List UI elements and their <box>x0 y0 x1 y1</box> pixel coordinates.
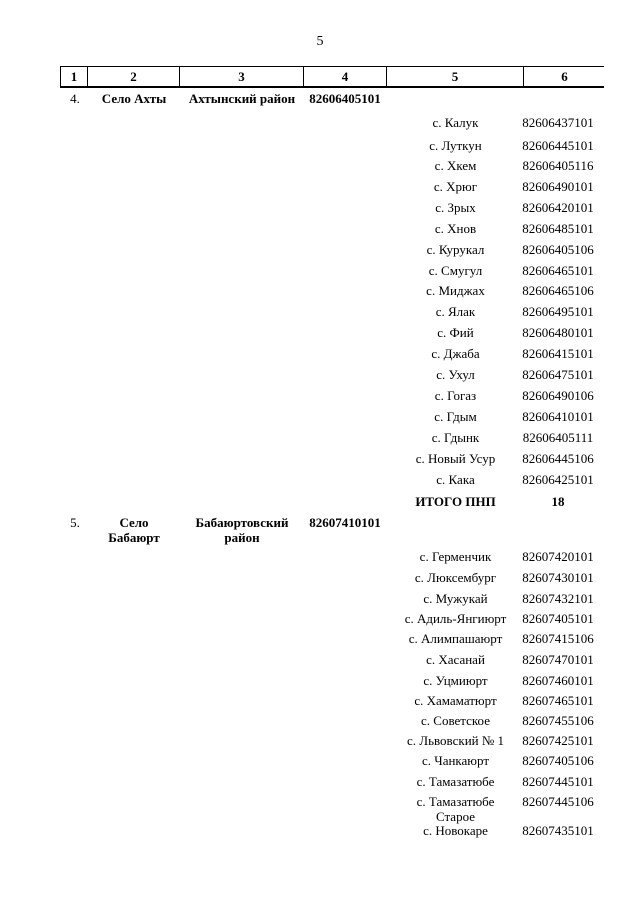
settlement-name <box>387 774 524 789</box>
settlement-code: 82607460101 <box>522 673 594 688</box>
settlement-name <box>387 713 524 728</box>
settlement-code: 82606445106 <box>522 451 594 466</box>
settlement-name-line: с. Люксембург <box>414 570 497 585</box>
district-name <box>180 515 304 545</box>
settlement-name-line: с. Гдым <box>434 409 477 424</box>
settlement-code: 82606490101 <box>522 179 594 194</box>
settlement-name-line: с. Герменчик <box>419 549 492 564</box>
settlement-name <box>387 242 524 257</box>
settlement-name <box>387 733 524 748</box>
entry-number: 4. <box>70 91 80 106</box>
settlement-name <box>387 200 524 215</box>
settlement-name-line: с. Джаба <box>431 346 480 361</box>
settlement-name-line: с. Алимпашаюрт <box>408 631 503 646</box>
settlement-code: 82607435101 <box>522 823 594 838</box>
settlement-code: 82606445101 <box>522 138 594 153</box>
settlement-name-line: с. Адиль-Янгиюрт <box>404 611 507 626</box>
settlement-name-line: с. Гдынк <box>431 430 480 445</box>
settlement-name <box>387 325 524 340</box>
locality-name <box>88 515 180 545</box>
settlement-name <box>387 451 524 466</box>
settlement-name-line: с. Тамазатюбе <box>416 794 495 809</box>
settlement-code: 82607420101 <box>522 549 594 564</box>
settlement-code: 82606485101 <box>522 221 594 236</box>
settlement-name-line: с. Новокаре <box>423 823 488 838</box>
settlement-name <box>387 283 524 298</box>
total-label: ИТОГО ПНП <box>415 494 496 509</box>
settlement-code: 82607455106 <box>522 713 594 728</box>
header-cell-4: 4 <box>304 67 387 86</box>
table-header <box>60 66 604 88</box>
settlement-name-line: с. Мужукай <box>423 591 488 606</box>
settlement-name-line: с. Гогаз <box>434 388 477 403</box>
settlement-name-line: с. Новый Усур <box>415 451 496 466</box>
settlement-name <box>387 823 524 838</box>
settlement-name-line: с. Ухул <box>436 367 475 382</box>
settlement-name-line: с. Ялак <box>435 304 476 319</box>
locality-name-line: Село <box>119 515 149 530</box>
settlement-code: 82606490106 <box>522 388 594 403</box>
oktmo-code: 82606405101 <box>309 91 381 106</box>
settlement-code: 82607470101 <box>522 652 594 667</box>
settlement-code: 82606405116 <box>522 158 594 173</box>
settlement-name <box>387 221 524 236</box>
locality-name: Село Ахты <box>101 91 167 106</box>
settlement-name <box>387 549 524 564</box>
settlement-name-line: с. Хкем <box>434 158 477 173</box>
total-value: 18 <box>551 494 565 509</box>
oktmo-code: 82607410101 <box>309 515 381 530</box>
settlement-name <box>387 179 524 194</box>
settlement-name <box>387 753 524 768</box>
header-cell-6: 6 <box>561 68 568 84</box>
settlement-name <box>387 367 524 382</box>
settlement-code: 82606465106 <box>522 283 594 298</box>
settlement-name <box>387 430 524 445</box>
settlement-name <box>387 304 524 319</box>
settlement-name-line: с. Хнов <box>434 221 477 236</box>
settlement-name <box>387 346 524 361</box>
settlement-code: 82607432101 <box>522 591 594 606</box>
settlement-code: 82606410101 <box>522 409 594 424</box>
settlement-name <box>387 409 524 424</box>
settlement-name <box>387 631 524 646</box>
settlement-name <box>387 263 524 278</box>
settlement-code: 82606425101 <box>522 472 594 487</box>
settlement-name <box>387 673 524 688</box>
settlement-name-line: с. Львовский № 1 <box>406 733 505 748</box>
page-number: 5 <box>316 34 324 49</box>
settlement-code: 82606475101 <box>522 367 594 382</box>
district-name-line: район <box>224 530 260 545</box>
settlement-code: 82606415101 <box>522 346 594 361</box>
settlement-name-line: с. Кака <box>436 472 475 487</box>
district-name-line: Бабаюртовский <box>195 515 289 530</box>
settlement-name-line: с. Фий <box>437 325 474 340</box>
settlement-name <box>387 472 524 487</box>
locality-name-line: Бабаюрт <box>108 530 160 545</box>
settlement-name-line: с. Чанкаюрт <box>421 753 490 768</box>
settlement-name-line: с. Зрых <box>435 200 476 215</box>
header-cell-3: 3 <box>180 67 304 86</box>
settlement-code: 82607415106 <box>522 631 594 646</box>
settlement-name-line: с. Курукал <box>426 242 485 257</box>
settlement-code: 82607405101 <box>522 611 594 626</box>
settlement-name <box>387 115 524 130</box>
settlement-code: 82607430101 <box>522 570 594 585</box>
settlement-name-line: с. Луткун <box>429 138 482 153</box>
settlement-code: 82606495101 <box>522 304 594 319</box>
settlement-code: 82606405106 <box>522 242 594 257</box>
settlement-name-line: с. Советское <box>421 713 490 728</box>
settlement-name <box>387 388 524 403</box>
settlement-code: 82607405106 <box>522 753 594 768</box>
header-cell-2: 2 <box>88 67 180 86</box>
settlement-code: 82607445106 <box>522 794 594 809</box>
settlement-code: 82607465101 <box>522 693 594 708</box>
settlement-name-line: с. Хрюг <box>433 179 478 194</box>
settlement-code: 82606437101 <box>522 115 594 130</box>
settlement-name <box>387 794 524 824</box>
settlement-name-line: с. Смугул <box>428 263 483 278</box>
settlement-name <box>387 693 524 708</box>
settlement-code: 82607425101 <box>522 733 594 748</box>
settlement-code: 82607445101 <box>522 774 594 789</box>
settlement-name-line: с. Калук <box>432 115 479 130</box>
settlement-name <box>387 138 524 153</box>
settlement-code: 82606480101 <box>522 325 594 340</box>
settlement-name-line: с. Миджах <box>426 283 485 298</box>
settlement-name <box>387 570 524 585</box>
settlement-name-line: с. Хамаматюрт <box>414 693 497 708</box>
entry-number: 5. <box>70 515 80 530</box>
settlement-name <box>387 652 524 667</box>
settlement-code: 82606420101 <box>522 200 594 215</box>
settlement-name-line: с. Хасанай <box>426 652 485 667</box>
header-cell-5: 5 <box>387 67 524 86</box>
settlement-name <box>387 158 524 173</box>
settlement-name-line: с. Уцмиюрт <box>423 673 488 688</box>
header-cell-1: 1 <box>61 67 88 86</box>
settlement-name <box>387 611 524 626</box>
district-name: Ахтынский район <box>188 91 296 106</box>
settlement-name-line: с. Тамазатюбе <box>416 774 495 789</box>
settlement-name-line: Старое <box>435 809 476 824</box>
settlement-name <box>387 591 524 606</box>
settlement-code: 82606465101 <box>522 263 594 278</box>
settlement-code: 82606405111 <box>522 430 594 445</box>
